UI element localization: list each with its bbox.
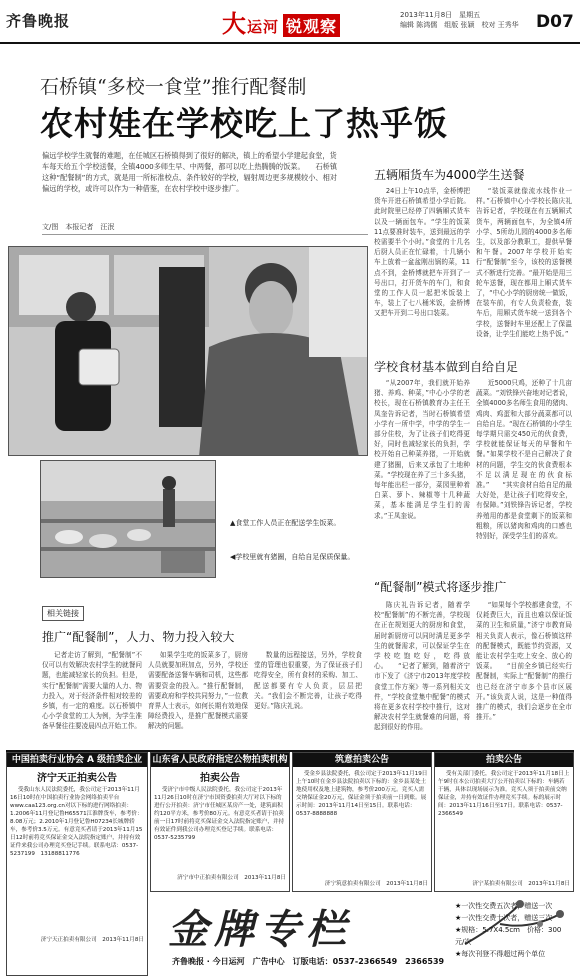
page-number: D07: [536, 12, 574, 32]
ad4-body: 受有关部门委托，我公司定于2013年11月18日上午9时在本公司拍卖大厅公开拍卖以下标的：车辆若干辆，具体以现场展示为准。竞买人须于拍卖前交纳保证金，并持有效证件办理竞买手续。标的展示时间：2013年11月16日至17日。联系电话：0537-2366549: [438, 771, 570, 817]
newspaper-logo: 齐鲁晚报: [6, 12, 71, 30]
gold-column-title: 金牌专栏: [168, 906, 352, 953]
header-meta: [400, 10, 525, 30]
photo-cafeteria-image: [9, 247, 368, 456]
kicker: 石桥镇“多校一食堂”推行配餐制: [40, 76, 307, 98]
page-header: [0, 0, 580, 44]
subhead-investment: 推广“配餐制”，人力、物力投入较大: [42, 630, 235, 644]
subhead-promotion: “配餐制”模式将逐步推广: [374, 580, 507, 594]
brand-mid: 运河: [247, 18, 280, 36]
subhead-trucks: 五辆厢货车为4000学生送餐: [374, 168, 525, 182]
brand-big: 大: [222, 9, 247, 38]
editor-line: 编辑 陈鸿儒 组版 张颖 校对 王秀华: [400, 21, 519, 29]
ad1-footer: 济宁天正拍卖有限公司 2013年11月8日: [40, 937, 144, 943]
ad3-body: 受金乡县法院委托，我公司定于2013年11月19日上午10时在金乡县法院拍卖以下标的：金乡县某处土地使用权及地上建筑物，参考价200万元。竞买人需交纳保证金20万元，保证金须于拍卖前一日到账。展示时间：2013年11月14日至15日。联系电话：0537-8888888: [296, 771, 428, 817]
ad2-footer: 济宁市中正拍卖有限公司 2013年11月8日: [177, 875, 286, 881]
ad-zhuyi: [292, 752, 432, 892]
column-text-8: 如果学生吃的饭菜多了，厨房人员就要加班加点，另外，学校还需要配备送餐车辆和司机，这些都需要资金的投入。“推行配餐制，需要政府和学校共同努力，”一位教育界人士表示，如何长期有效地保障经费投入，是推广配餐模式需要解决的问题。: [148, 651, 248, 731]
date-line: 2013年11月8日 星期五: [400, 11, 481, 19]
column-text-5: 陈庆礼告诉记者，随着学校“配餐制”的不断完善，学校现在正在规划更大的厨房和食堂，届时新厨房可以同时满足更多学生的就餐需求，可以保证学生在学校吃饱吃好，吃得放心。 “记者了解到，随着济宁市下发了《济宁市2013年度学校食堂工作方案》等一系列相关文件，“学校食堂集中配餐”的模式将在更多农村学校中推行，这对解决农村学生就餐难的问题，将起到很好的作用。: [374, 601, 470, 732]
ad4-bar: 拍卖公告: [435, 753, 573, 767]
ad-auction: [434, 752, 574, 892]
column-text-6: “如果每个学校都建食堂，不仅耗费巨大，而且也难以保证饭菜的卫生和质量，”济宁市教育局相关负责人表示，像石桥镇这样的配餐模式，既能节约资源，又能让农村学生吃上安全、放心的饭菜。 “目前全乡镇已经实行配餐制，实际上“配餐制”的推行也已经在济宁市多个县市区展开。”该负责人说，这是一种值得推广的模式，我们会逐步在全市推开。”: [476, 601, 572, 722]
byline: 文/图 本报记者 汪泯: [42, 223, 115, 231]
ad1-title: 济宁天正拍卖公告: [37, 773, 117, 784]
promo-text: ★一次性交费五次者，赠送一次 ★一次性交费十次者，赠送三次 ★规格：5.7X4.5cm 价格：300元/次 ★每次刊登不得超过两个单位: [455, 902, 562, 958]
photo-caption-2: ◀学校里就有猪圈，自给自足保质保量。: [230, 553, 355, 561]
ad2-bar: 山东省人民政府指定公物拍卖机构: [152, 755, 288, 765]
ad2-body: 受济宁市中级人民法院委托，我公司定于2013年11月26日10时在济宁市国资委拍卖大厅对以下标的进行公开拍卖：济宁市任城区某房产一处，建筑面积约120平方米，参考价80万元。有意竞买者请于拍卖前一日17时前将竞买保证金交入法院指定账户，并持有效证件到我公司办理竞买登记手续。联系电话：0537-5235799: [154, 787, 285, 841]
column-text-9: 数量的远程接送，另外，学校食堂的管理也很重要，为了保证孩子们吃得安全，所有食材的采购、加工、配送都要有专人负责，层层把关。“我们会不断完善，让孩子吃得更好。”陈庆礼说。: [254, 651, 362, 711]
related-link-label: 相关链接: [42, 606, 84, 621]
ad1-body: 受我山东人民法院委托，我公司定于2013年11月16日10时在中国拍卖行业协会网络拍卖平台www.caa123.org.cn对以下标的进行网络拍卖：1.2006年11月登记鲁H65571江淮牌货车，参考价：8.08万元；2.2010年1月登记鲁H07234长城牌轿车，参考价3.5万元。有意竞买者请于2013年11月15日12时前将竞买保证金交入法院指定账户，并持有效证件来我公司办理竞买登记手续。联系电话：0537-5237199 13188811776: [10, 787, 143, 857]
lede-paragraph: 偏远学校学生就餐的难题，在任城区石桥镇得到了很好的解决，镇上的希望小学建起食堂，货车每天给五个学校送餐，全镇4000多师生早、中两餐，都可以吃上热腾腾的饭菜。 石桥镇这种“配餐制”的方式，就是用一所标准校点、条件较好的学校，辐射周边更多规模较小、相对偏远的学校，或许可以作为一种借鉴，在农村学校中逐步推广。: [42, 151, 338, 193]
photo-pigpen: [40, 460, 216, 578]
divider: [42, 234, 368, 235]
ad3-footer: 济宁筑意拍卖有限公司 2013年11月8日: [324, 881, 428, 887]
ad-footer-line: 齐鲁晚报 · 今日运河 广告中心 订版电话：0537-2366549 2366539: [172, 957, 445, 966]
photo-caption-1: ▲食堂工作人员正在配送学生饭菜。: [230, 519, 341, 527]
brand-box: 锐观察: [283, 14, 340, 37]
ad2-title: 拍卖公告: [200, 773, 240, 784]
photo-cafeteria: [8, 246, 368, 456]
subhead-selfsufficient: 学校食材基本做到自给自足: [374, 360, 519, 374]
column-text-3: “从2007年，我们就开始养猪、养鸡、种菜，”中心小学的老校长，现在石桥镇教育办主任王凤奎告诉记者，当时石桥镇希望小学有一所中学，中学的学生一部分住校，为了让孩子们吃得更好，同时也减轻家长的负担，学校开始自己种菜养猪，一开始就建了猪圈，后来又承包了土地种菜。“学校现在养了三十多头猪，每年能出栏一部分，菜园里种着白菜、萝卜、辣椒等十几种蔬菜，基本能满足学生们的需求。”王凤奎说。: [374, 379, 470, 520]
column-text-4: 近5000只鸡，还种了十几亩蔬菜。“刘铁锋兴奋地对记者说，全镇4000多名师生食用的猪肉、鸡肉、鸡蛋和大部分蔬菜都可以自给自足。“现在石桥镇的小学生每学期只需交450元的伙食费，学校就能保证每天的早餐和午餐。”如果学校不是自己解决了食材的问题，学生交的伙食费根本不足以满足现在的伙食标准。” “其实食材自给自足的最大好处，是让孩子们吃得安全，有保障。”刘铁锋告诉记者，学校养殖用的都是食堂剩下的饭菜和粗粮，所以猪肉和鸡肉的口感也特别好，深受学生们的喜欢。: [476, 379, 572, 541]
ad3-bar: 筑意拍卖公告: [293, 753, 431, 767]
photo-pigpen-image: [41, 461, 216, 578]
column-text-1: 24日上午10点半，金桥博把货车开进石桥镇希望小学后院。此时院里已经停了四辆厢式货车以及一辆面包车。“学生的饭菜11点要准时装车，送到最远的学校需要半个小时。”食堂的十几名后厨人员正在忙碌着，十几辆小车上放着一盆盆刚出锅的菜，11点不到，金桥博就把车开到了一号出口，打开货车的车门，和食堂的工作人员一起把米饭装上车，装上了七八桶米饭，金桥博又把车开到二号出口装菜。: [374, 187, 470, 318]
column-text-2: “装饭菜就像流水线作业一样。”石桥镇中心小学校长陈庆礼告诉记者，学校现在有五辆厢式货车，两辆面包车，为全镇4所小学、5所幼儿园的4000多名师生，以及部分教职工，提供早餐和午餐。2007年学校开始实行“配餐制”至今，该校的送餐模式不断进行完善。“最开始是用三轮车送餐，现在都用上厢式货车了，“中心小学的厨房统一做饭，在装车前，有专人负责检查，装车后，用厢式货车统一送到各个学校，送餐时车里还配上了保温设备，让学生们能吃上热乎饭。”: [476, 187, 572, 338]
ad-tianzheng: [6, 752, 148, 976]
ad4-footer: 济宁某拍卖有限公司 2013年11月8日: [472, 881, 570, 887]
ad-zhongzheng: [150, 752, 290, 892]
headline: 农村娃在学校吃上了热乎饭: [40, 104, 448, 143]
column-text-7: 记者走访了解到，“配餐制”不仅可以有效解决农村学生的就餐问题，也能减轻家长的负担。但是，实行“配餐制”需要大量的人力、物力投入，对于经济条件相对较差的乡镇，有一定的难度。以石桥镇中心小学食堂的工人为例，为学生准备早餐往往要凌晨四点开始工作。: [42, 651, 142, 731]
ad1-bar: 中国拍卖行业协会 A 级拍卖企业: [7, 753, 147, 767]
section-brand: [222, 4, 340, 39]
